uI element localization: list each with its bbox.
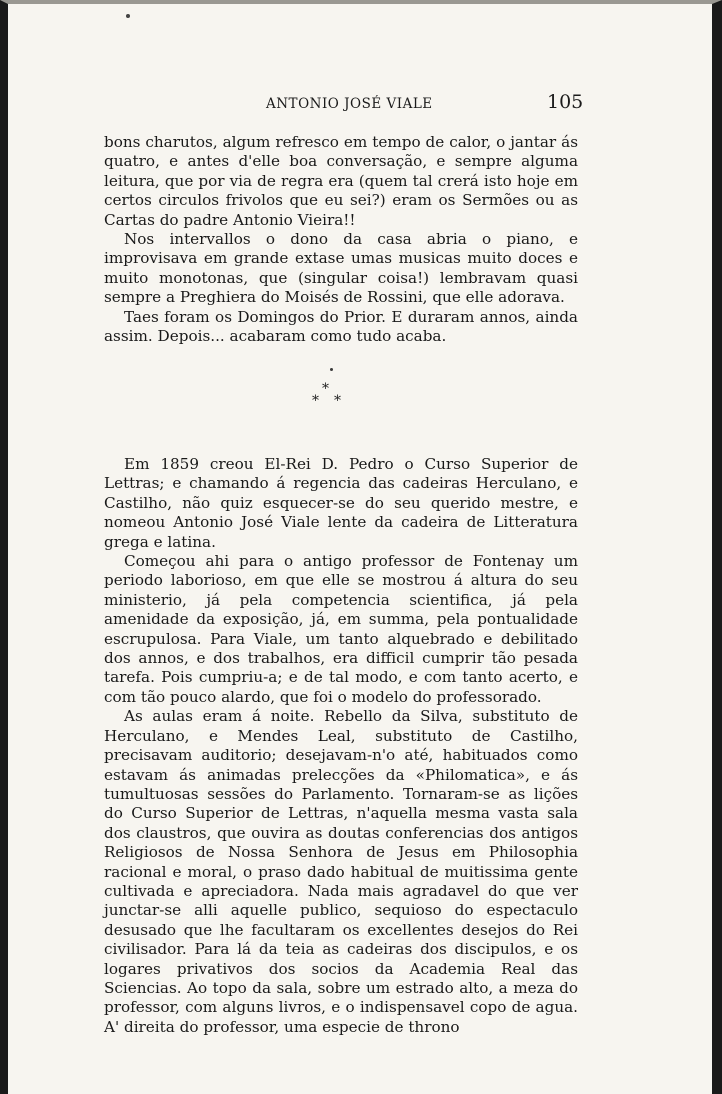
paragraph-continued: bons charutos, algum refresco em tempo de calor, o jantar ás quatro, e antes d'elle boa conversação, e sempre alguma leitura, que por via de regra era (quem tal crerá isto hoje em certos circulos frivolos que eu sei?) eram os Sermões ou as Cartas do padre Antonio Vieira!!: [104, 133, 578, 229]
asterism-star: *: [322, 381, 329, 397]
asterism-star: *: [334, 393, 341, 409]
print-speck: [126, 14, 130, 18]
paragraph-aulas: As aulas eram á noite. Rebello da Silva, substituto de Herculano, e Mendes Leal, substituto de Castilho, precisavam auditorio; desejavam-n'o até, habituados como estavam ás animadas prelecções da «Philomatica», e ás tumultuosas sessões do Parlamento. Tornaram-se as lições do Curso Superior de Lettras, n'aquella mesma vasta sala dos claustros, que ouvira as doutas conferencias dos antigos Religiosos de Nossa Senhora de Jesus em Philosophia racional e moral, o praso dado habitual de muitissima gente cultivada e apreciadora. Nada mais agradavel do que ver junctar-se alli aquelle publico, sequioso do espectaculo desusado que lhe facultaram os excellentes desejos do Rei civilisador. Para lá da teia as cadeiras dos discipulos, e os logares privativos dos socios da Academia Real das Sciencias. Ao topo da sala, sobre um estrado alto, a meza do professor, com alguns livros, e o indispensavel copo de agua. A' direita do professor, uma especie de throno: [104, 707, 578, 1036]
asterism-separator: [308, 381, 368, 421]
text-block-top: [104, 133, 578, 346]
paragraph-comecou: Começou ahi para o antigo professor de Fontenay um periodo laborioso, em que elle se mostrou á altura do seu ministerio, já pela competencia scientifica, já pela amenidade da exposição, já, em summa, pela pontualidade escrupulosa. Para Viale, um tanto alquebrado e debilitado dos annos, e dos trabalhos, era difficil cumprir tão pesada tarefa. Pois cumpriu-a; e de tal modo, e com tanto acerto, e com tão pouco alardo, que foi o modelo do professorado.: [104, 552, 578, 706]
running-title: ANTONIO JOSÉ VIALE: [266, 96, 433, 112]
paragraph-domingos: Taes foram os Domingos do Prior. E duraram annos, ainda assim. Depois... acabaram como tudo acaba.: [104, 307, 578, 346]
paragraph-piano: Nos intervallos o dono da casa abria o piano, e improvisava em grande extase umas musicas muito doces e muito monotonas, que (singular coisa!) lembravam quasi sempre a Preghiera do Moisés de Rossini, que elle adorava.: [104, 230, 578, 307]
section-dot: [330, 368, 333, 371]
asterism-star: *: [312, 393, 319, 409]
text-block-bottom: [104, 455, 578, 1037]
paragraph-curso: Em 1859 creou El-Rei D. Pedro o Curso Superior de Lettras; e chamando á regencia das cadeiras Herculano, e Castilho, não quiz esquecer-se do seu querido mestre, e nomeou Antonio José Viale lente da cadeira de Litteratura grega e latina.: [104, 455, 578, 551]
page-number: 105: [547, 91, 584, 113]
